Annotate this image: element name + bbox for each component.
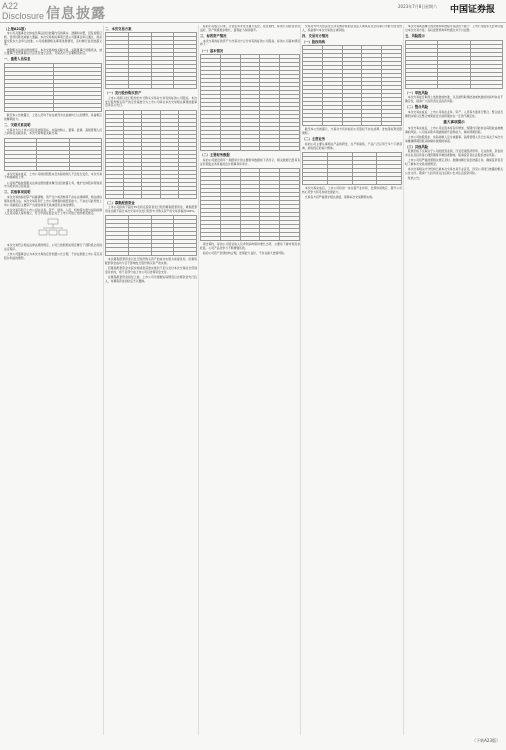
subheading: （二）整合风险 — [405, 105, 429, 110]
page-header — [0, 0, 506, 22]
subheading: （二）募集配套资金 — [105, 200, 135, 205]
page-number: A22 — [2, 1, 19, 11]
masthead: 中国证券报 — [450, 5, 496, 15]
issue-date: 2023年7月8日 — [398, 4, 426, 9]
column-heading: 五、风险提示 — [405, 33, 425, 38]
column-5: 本次交易尚需履行的决策和审批程序包括但不限于：上市公司股东大会审议通过本次交易方案；有权监管机构审核通过并予以注册。 五、风险提示 （一）审批风险 本次交易能否取得上述批准或核准，以及最终取得批准或核准的时间均存在不确定性，提请广大投资者注意投资风险。 （二）整合风险 本次交易完成后，上市公司将在业务、资产、人员等方面进行整合，整合能否顺利实施以及整合效果能否达到预期存在一定的不确定性。 重大事项提示 本次交易完成后，上市公司总股本将有所增加，短期内可能存在每股收益被摊薄的风险。公司将采取多项措施提升盈利能力，填补即期回报。 上市公司控股股东、实际控制人及全体董事、高级管理人员已出具关于本次交易摊薄即期回报采取填补措施的承诺。 （三）其他风险 股票价格不仅取决于公司的经营业绩，还受宏观经济形势、行业政策、资金供求关系及投资者心理预期等多种因素影响，提请投资者注意股价波动风险。 上市公司将严格按照相关规定及时、准确地履行信息披露义务，确保投资者及时了解本次交易进展情况。 本次交易相关中介机构已就本次交易出具专业意见，详见公司同日披露的相关公告文件。敬请广大投资者关注后续公告并注意投资风险。 特此公告。 — [405, 25, 503, 181]
header-rule — [0, 22, 506, 23]
subheading: 一、重要人员信息 — [4, 57, 31, 62]
subheading: （二）主营业务 — [302, 137, 326, 142]
issue-weekday: 星期六 — [425, 4, 437, 9]
column-divider — [198, 25, 199, 735]
column-divider — [403, 25, 404, 735]
subheading: 三、其他事项说明 — [4, 190, 31, 195]
column-heading: （上接A21版） — [4, 26, 28, 31]
column-heading: 三、标的资产情况 — [200, 33, 227, 38]
basic-table — [200, 54, 300, 151]
subheading: 二、关联关系说明 — [4, 123, 31, 128]
subheading: （三）其他风险 — [405, 144, 429, 149]
section-title: 信息披露 — [46, 6, 106, 22]
column-4: 交易对方均为依法设立并有效存续的企业法人或具有完全民事行为能力的自然人，具备参与本次交易的主体资格。 四、交易对方情况 （一）股权结构 截至本公告披露日，交易对方所持标的公司股权不存在质押、冻结等权利受限情形。 （二）主营业务 标的公司主要从事相关产品的研发、生产和销售，产品广泛应用于多个下游领域，拥有稳定的客户群体。 本次交易完成后，上市公司将进一步完善产业布局，发挥协同效应，提升公司核心竞争力和可持续发展能力。 交易各方将严格遵守相关承诺，保障本次交易顺利实施。 — [302, 25, 402, 199]
center-title: 重大事项提示 — [443, 120, 465, 125]
column-1: （上接A21版） 本公司及董事会全体成员保证信息披露内容的真实、准确和完整，没有虚假记载、误导性陈述或重大遗漏。本次交易相关事项已经公司董事会审议通过，尚需提交股东大会审议批准。公司将根据相关事项进展情况，及时履行信息披露义务。 根据相关法律法规的规定，本次交易构成关联交易，关联董事已回避表决，独立董事已发表事前认可意见及独立意见。交易各方已签署相关协议。 一、重要人员信息 截至本公告披露日，上述人员均不存在被列为失信被执行人的情形，具备相应的履职能力。 二、关联关系说明 交易对方与上市公司及其控股股东、实际控制人、董事、监事、高级管理人员之间存在关联关系，本次交易构成关联交易。 本次交易完成后，上市公司的控股股东及实际控制人不会发生变化，本次交易不构成重组上市。 公司将严格按照相关法律法规的要求履行信息披露义务，维护全体股东特别是中小股东的合法权益。 三、其他事项说明 本次交易的标的资产权属清晰，资产过户或者转移不存在法律障碍，相关债权债务处理合法。本次交易有利于上市公司增强持续经营能力，不存在可能导致上市公司重组后主要资产为现金或者无具体经营业务的情形。 本次交易有利于上市公司在业务、资产、财务、人员、机构等方面与实际控制人及其关联人保持独立，符合中国证监会关于上市公司独立性的相关规定。 本次交易符合相关法律法规的规定，公司已按照相关规定履行了现阶段必需的法定程序。 上市公司董事会认为本次交易的定价依据公允合理，不存在损害上市公司及其股东利益的情形。 — [4, 26, 102, 260]
relation-table — [4, 138, 102, 171]
info-table — [4, 63, 102, 112]
column-divider — [300, 25, 301, 735]
subheading: （一）基本情况 — [200, 48, 224, 53]
deal-table — [105, 32, 197, 89]
funding-table — [105, 215, 197, 256]
business-table — [302, 152, 402, 185]
subheading: （一）审批风险 — [405, 90, 429, 95]
continuation-note: （下转A23版） — [472, 738, 500, 743]
shares-table — [105, 110, 197, 199]
equity-table — [302, 45, 402, 126]
section-english: Disclosure — [2, 11, 45, 21]
risk-table — [405, 40, 503, 89]
column-heading: 二、本次交易方案 — [105, 26, 132, 31]
column-heading: 四、交易对方情况 — [302, 33, 329, 38]
organization-chart — [38, 218, 68, 242]
subheading: （二）主要财务数据 — [200, 153, 230, 158]
column-divider — [103, 25, 104, 735]
subheading: （一）股权结构 — [302, 39, 326, 44]
org-chart-icon — [38, 218, 68, 242]
finance-table — [200, 168, 300, 241]
column-3: 标的公司成立以来，主营业务未发生重大变化。报告期内，标的公司经营状况良好，资产规模稳步增长，盈利能力持续提升。 三、标的资产情况 本次交易的标的资产为交易对方合计持有的标的公司股权。标的公司基本情况如下： （一）基本情况 （二）主要财务数据 标的公司最近两年一期经审计的主要财务数据如下表所示，相关数据已经具有证券期货业务资格的会计师事务所审计。 报告期内，标的公司营业收入及净利润均保持增长态势，主要系下游市场需求旺盛，公司产品竞争力不断增强所致。 标的公司资产负债结构合理，偿债能力良好，不存在重大偿债风险。 — [200, 25, 300, 255]
column-2: 二、本次交易方案 （一）发行股份购买资产 上市公司拟以发行股份的方式购买交易对方持有的标的公司股权。本次发行股份购买资产的定价基准日为上市公司审议本次交易相关事项的董事会决议公告日。 （二）募集配套资金 上市公司拟向不超过35名特定投资者发行股份募集配套资金，募集配套资金总额不超过本次交易中以发行股份方式购买资产的交易价格的100%。 本次募集配套资金以发行股份购买资产的成功实施为前提条件，但募集配套资金成功与否不影响发行股份购买资产的实施。 若募集配套资金未获实施或虽获准实施但不足以支付本次交易的全部现金对价的，则不足部分由上市公司以自筹资金支付。 在募集配套资金到位之前，上市公司可根据实际情况以自筹资金先行投入，待募集资金到位后予以置换。 — [105, 26, 197, 283]
subheading: （一）发行股份购买资产 — [105, 91, 142, 96]
